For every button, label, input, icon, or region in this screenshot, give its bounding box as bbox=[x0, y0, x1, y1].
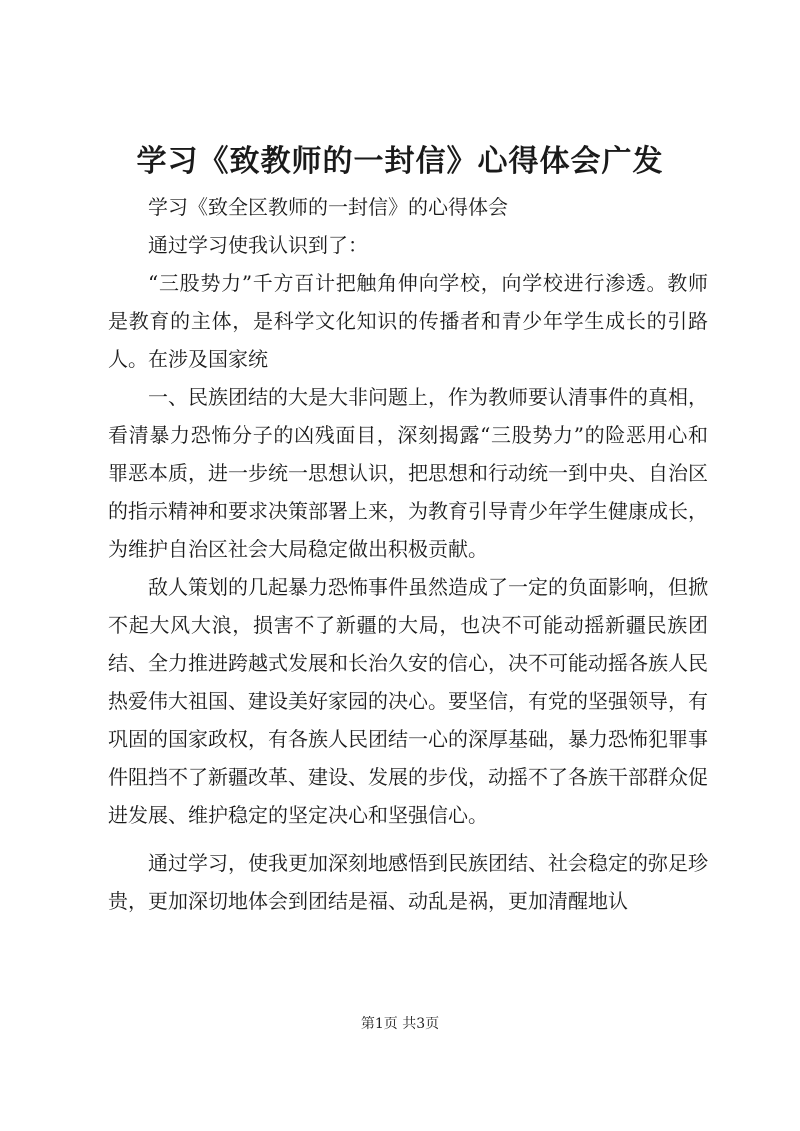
document-title: 学习《致教师的一封信》心得体会广发 bbox=[136, 144, 664, 179]
body-paragraph-3: 敌人策划的几起暴力恐怖事件虽然造成了一定的负面影响，但掀不起大风大浪，损害不了新疆的大局，也决不可能动摇新疆民族团结、全力推进跨越式发展和长治久安的信心，决不可能动摇各族人民热爱伟大祖国、建设美好家园的决心。要坚信，有党的坚强领导，有巩固的国家政权，有各族人民团结一心的深厚基础，暴力恐怖犯罪事件阻挡不了新疆改革、建设、发展的步伐，动摇不了各族干部群众促进发展、维护稳定的坚定决心和坚强信心。 bbox=[108, 575, 708, 827]
page-number-footer: 第1页 共3页 bbox=[360, 1016, 440, 1032]
body-paragraph-2: 一、民族团结的大是大非问题上，作为教师要认清事件的真相，看清暴力恐怖分子的凶残面目，深刻揭露“三股势力”的险恶用心和罪恶本质，进一步统一思想认识，把思想和行动统一到中央、自治区的指示精神和要求决策部署上来，为教育引导青少年学生健康成长，为维护自治区社会大局稳定做出积极贡献。 bbox=[108, 385, 708, 561]
body-paragraph-4: 通过学习，使我更加深刻地感悟到民族团结、社会稳定的弥足珍贵，更加深切地体会到团结是福、动乱是祸，更加清醒地认 bbox=[108, 851, 708, 913]
subtitle-paragraph: 学习《致全区教师的一封信》的心得体会 bbox=[148, 195, 508, 219]
document-body bbox=[108, 188, 708, 920]
intro-paragraph: 通过学习使我认识到了： bbox=[148, 233, 368, 257]
body-paragraph-1: “三股势力”千方百计把触角伸向学校，向学校进行渗透。教师是教育的主体，是科学文化知识的传播者和青少年学生成长的引路人。在涉及国家统 bbox=[108, 271, 708, 371]
